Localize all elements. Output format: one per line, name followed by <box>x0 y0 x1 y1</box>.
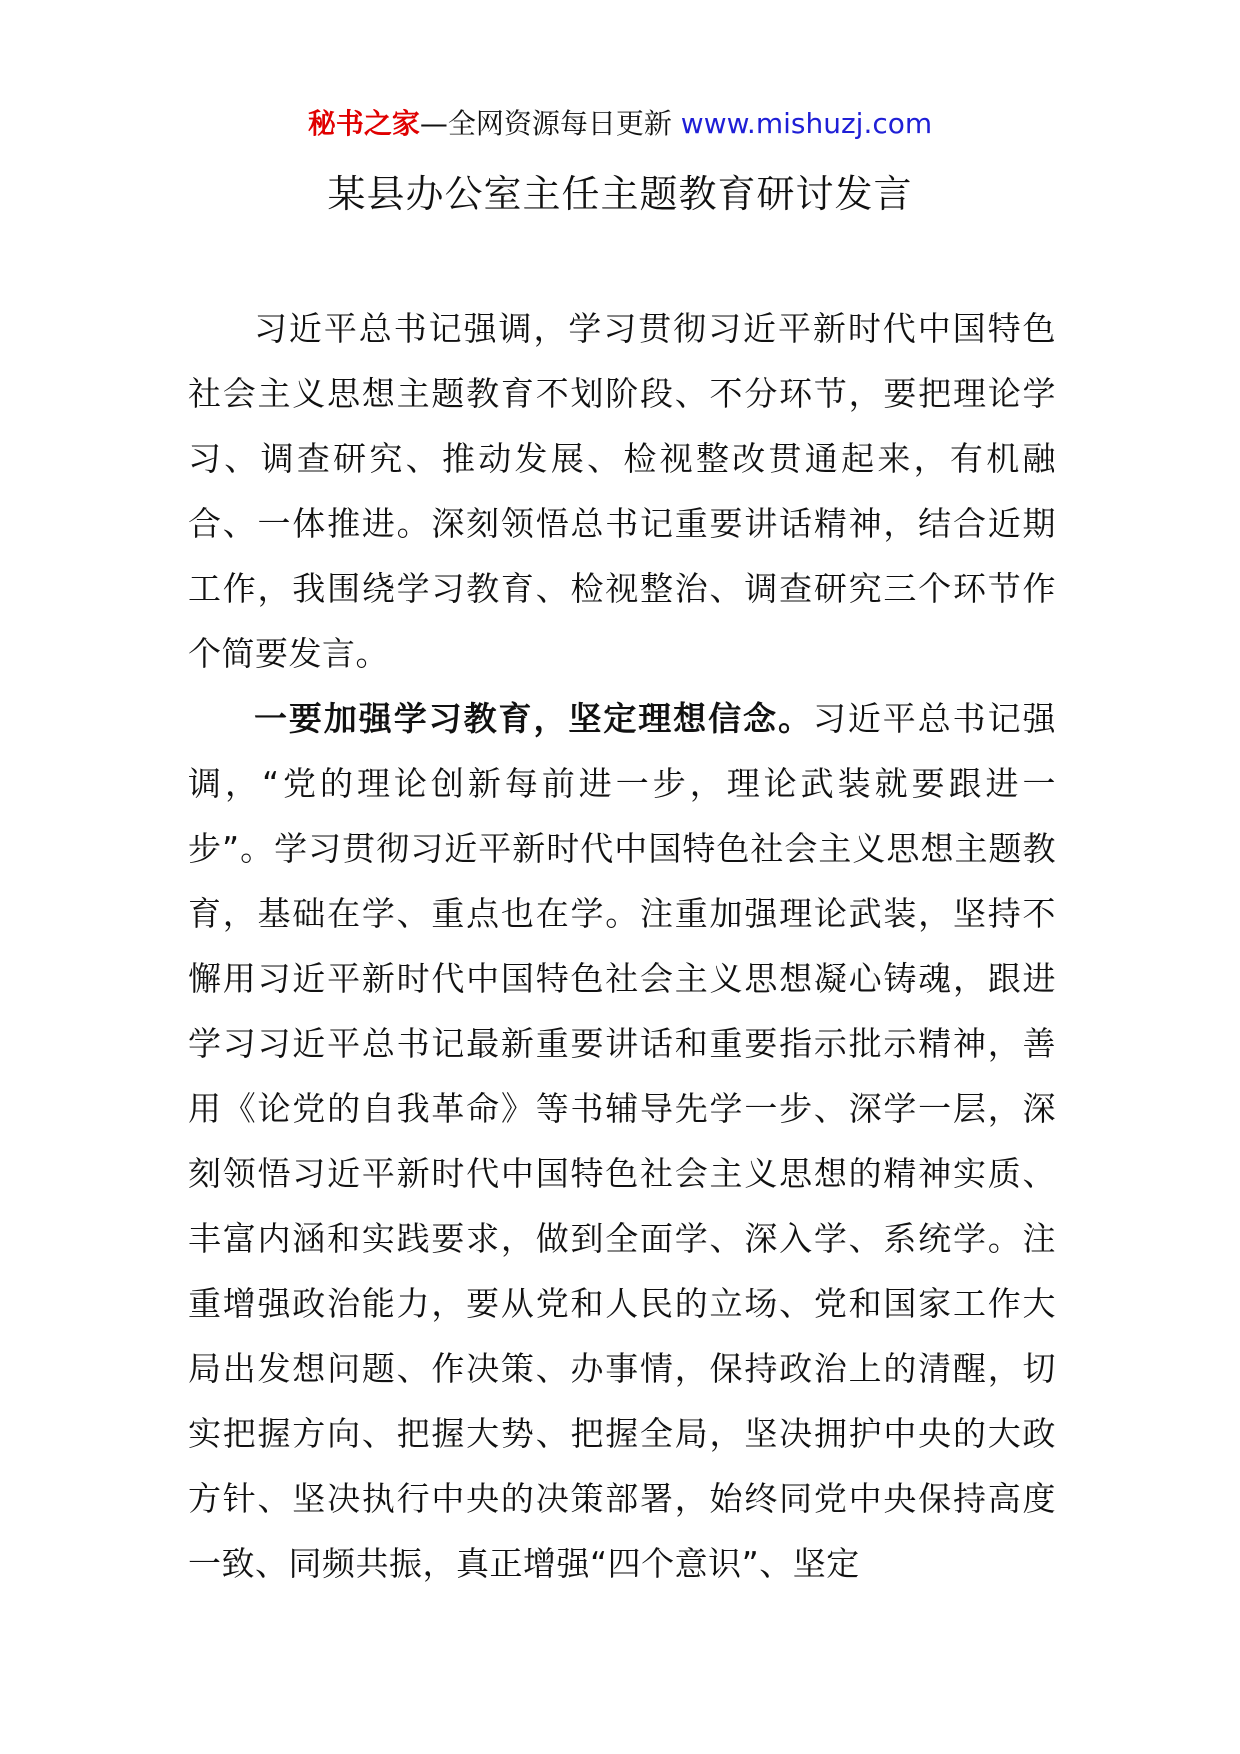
paragraph-lead: 一要加强学习教育，坚定理想信念。 <box>254 699 813 738</box>
document-body <box>188 296 1056 1596</box>
site-header <box>0 104 1240 144</box>
brand-name: 秘书之家 <box>307 107 420 140</box>
paragraph-text: 习近平总书记强调，“党的理论创新每前进一步，理论武装就要跟进一步”。学习贯彻习近平新时代中国特色社会主义思想主题教育，基础在学、重点也在学。注重加强理论武装，坚持不懈用习近平新时代中国特色社会主义思想凝心铸魂，跟进学习习近平总书记最新重要讲话和重要指示批示精神，善用《论党的自我革命》等书辅导先学一步、深学一层，深刻领悟习近平新时代中国特色社会主义思想的精神实质、丰富内涵和实践要求，做到全面学、深入学、系统学。注重增强政治能力，要从党和人民的立场、党和国家工作大局出发想问题、作决策、办事情，保持政治上的清醒，切实把握方向、把握大势、把握全局，坚决拥护中央的大政方针、坚决执行中央的决策部署，始终同党中央保持高度一致、同频共振，真正增强“四个意识”、坚定 <box>188 699 1057 1583</box>
body-paragraph-1 <box>188 296 1056 686</box>
header-tagline: —全网资源每日更新 <box>419 107 672 140</box>
paragraph-text: 习近平总书记强调，学习贯彻习近平新时代中国特色社会主义思想主题教育不划阶段、不分环节，要把理论学习、调查研究、推动发展、检视整改贯通起来，有机融合、一体推进。深刻领悟总书记重要讲话精神，结合近期工作，我围绕学习教育、检视整治、调查研究三个环节作个简要发言。 <box>188 309 1056 673</box>
site-url-link[interactable]: www.mishuzj.com <box>680 107 933 140</box>
body-paragraph-2 <box>188 686 1056 1596</box>
document-title: 某县办公室主任主题教育研讨发言 <box>327 172 913 216</box>
